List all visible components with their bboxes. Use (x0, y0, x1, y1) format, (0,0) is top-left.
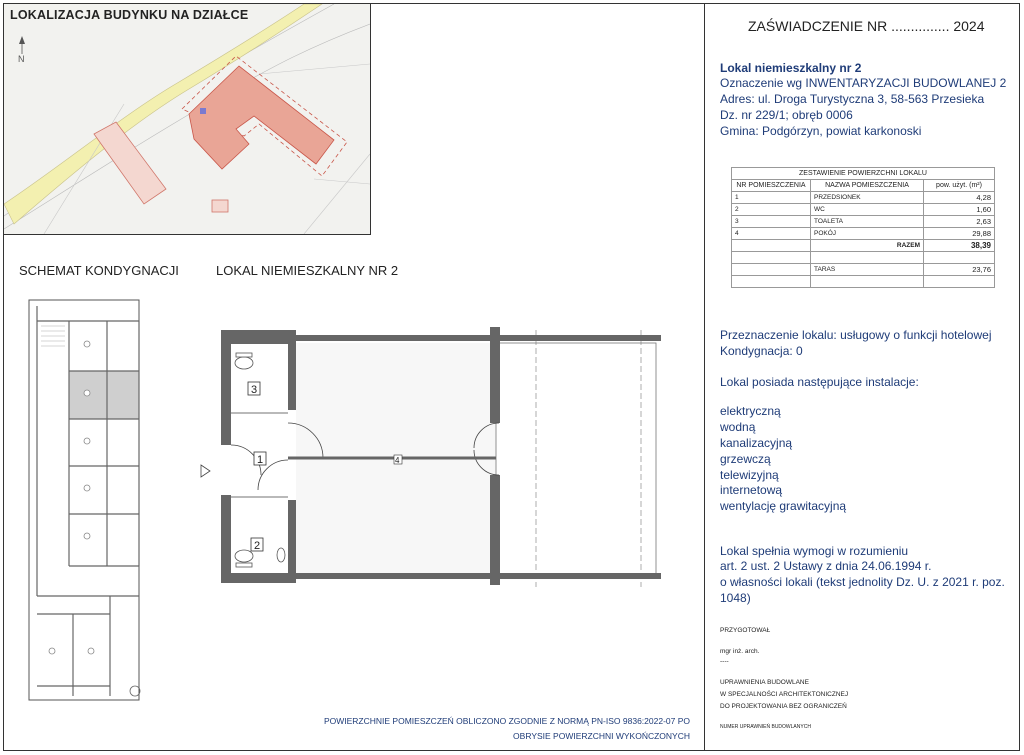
table-total-row (732, 240, 995, 252)
row-name: POKÓJ (811, 228, 924, 240)
area-table-header-nr: NR POMIESZCZENIA (732, 180, 811, 192)
schema-title: SCHEMAT KONDYGNACJI (19, 263, 179, 278)
row-nr: 2 (732, 204, 811, 216)
terrace-value: 23,76 (924, 264, 995, 276)
installation-item: kanalizacyjną (720, 436, 793, 450)
table-row (732, 204, 995, 216)
row-area: 4,28 (924, 192, 995, 204)
area-table-caption: ZESTAWIENIE POWIERZCHNI LOKALU (732, 168, 995, 180)
room-label-3: 3 (251, 384, 258, 396)
prepared-name: mgr inż. arch. (720, 648, 760, 655)
terrace-row (732, 264, 995, 276)
installations-intro: Lokal posiada następujące instalacje: (720, 375, 919, 389)
installation-item: grzewczą (720, 452, 771, 466)
installation-item: wodną (720, 420, 756, 434)
row-name: TOALETA (811, 216, 924, 228)
qualification-line-2: W SPECJALNOŚCI ARCHITEKTONICZNEJ (720, 691, 849, 698)
table-row (732, 192, 995, 204)
floor-line: Kondygnacja: 0 (720, 344, 803, 358)
compliance-line-3: o własności lokali (tekst jednolity Dz. U. z 2021 r. poz. 1048) (720, 575, 1005, 605)
certificate-title: ZAŚWIADCZENIE NR ............... 2024 (748, 18, 985, 34)
total-value: 38,39 (924, 240, 995, 252)
installation-item: wentylację grawitacyjną (720, 499, 847, 513)
installation-item: elektryczną (720, 404, 781, 418)
location-map (4, 4, 371, 235)
area-table (731, 167, 995, 288)
installation-item: telewizyjną (720, 468, 779, 482)
qualification-line-3: DO PROJEKTOWANIA BEZ OGRANICZEŃ (720, 703, 847, 710)
prepared-dots: ---- (720, 658, 729, 665)
row-name: WC (811, 204, 924, 216)
unit-municipality: Gmina: Podgórzyn, powiat karkonoski (720, 124, 922, 138)
total-label: RAZEM (811, 240, 924, 252)
row-nr: 1 (732, 192, 811, 204)
footer-line-2: OBRYSIE POWIERZCHNI WYKOŃCZONYCH (513, 731, 690, 741)
row-name: PRZEDSIONEK (811, 192, 924, 204)
area-table-header-area: pow. użyt. (m²) (924, 180, 995, 192)
plan-title: LOKAL NIEMIESZKALNY NR 2 (216, 263, 399, 278)
compliance-line-2: art. 2 ust. 2 Ustawy z dnia 24.06.1994 r. (720, 559, 932, 573)
row-area: 29,88 (924, 228, 995, 240)
room-label-4: 4 (395, 456, 400, 465)
table-row (732, 228, 995, 240)
north-arrow-label: N (18, 54, 25, 64)
compliance-line-1: Lokal spełnia wymogi w rozumieniu (720, 544, 909, 558)
floor-plan (196, 325, 662, 590)
map-title: LOKALIZACJA BUDYNKU NA DZIAŁCE (10, 8, 249, 22)
row-nr: 3 (732, 216, 811, 228)
footer-line-1: POWIERZCHNIE POMIESZCZEŃ OBLICZONO ZGODNIE Z NORMĄ PN-ISO 9836:2022-07 PO (323, 716, 690, 726)
schema-highlight-unit (69, 371, 139, 419)
terrace-label: TARAS (811, 264, 924, 276)
area-table-header-name: NAZWA POMIESZCZENIA (811, 180, 924, 192)
row-area: 1,60 (924, 204, 995, 216)
table-row (732, 216, 995, 228)
terrace-outline (496, 343, 656, 575)
unit-name: Lokal niemieszkalny nr 2 (720, 61, 862, 75)
unit-designation: Oznaczenie wg INWENTARYZACJI BUDOWLANEJ 2 (720, 76, 1007, 90)
sheet-divider (704, 3, 705, 751)
installation-item: internetową (720, 483, 783, 497)
qualification-line-1: UPRAWNIENIA BUDOWLANE (720, 679, 809, 686)
unit-parcel: Dz. nr 229/1; obręb 0006 (720, 108, 853, 122)
room-label-2: 2 (254, 540, 261, 552)
unit-address: Adres: ul. Droga Turystyczna 3, 58-563 Przesieka (720, 92, 985, 106)
row-area: 2,63 (924, 216, 995, 228)
floor-schema (25, 296, 150, 706)
license-number-label: NUMER UPRAWNIEŃ BUDOWLANYCH (720, 724, 811, 730)
room-label-1: 1 (257, 454, 264, 466)
map-drawing (4, 4, 370, 234)
row-nr: 4 (732, 228, 811, 240)
purpose-line: Przeznaczenie lokalu: usługowy o funkcji hotelowej (720, 328, 992, 342)
prepared-label: PRZYGOTOWAŁ (720, 627, 771, 634)
